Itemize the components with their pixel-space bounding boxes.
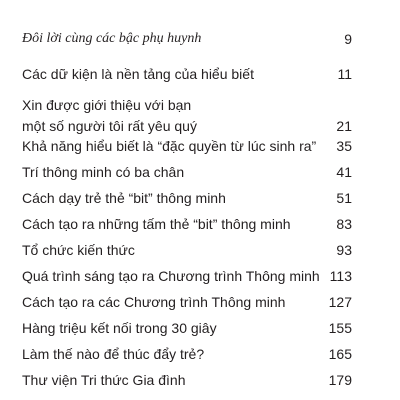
toc-entry-title: Hàng triệu kết nối trong 30 giây bbox=[22, 320, 217, 336]
toc-entry-page: 11 bbox=[337, 66, 352, 82]
toc-entry-page: 41 bbox=[336, 164, 352, 180]
toc-entry-title: Khả năng hiểu biết là “đặc quyền từ lúc sinh ra” bbox=[22, 138, 317, 154]
toc-entry-page: 127 bbox=[328, 294, 352, 310]
toc-entry-title: Thư viện Tri thức Gia đình bbox=[22, 372, 186, 388]
toc-entry-title-line: Xin được giới thiệu với bạn bbox=[22, 97, 192, 113]
toc-entry-page: 165 bbox=[328, 346, 352, 362]
toc-entry-page: 93 bbox=[336, 242, 352, 258]
toc-entry-page: 155 bbox=[328, 320, 352, 336]
toc-entry-title: Đôi lời cùng các bậc phụ huynh bbox=[22, 31, 202, 46]
toc-entry-title: Tổ chức kiến thức bbox=[22, 242, 135, 258]
toc-entry-page: 21 bbox=[336, 118, 352, 134]
toc-entry-title bbox=[22, 95, 302, 137]
toc-entry-page: 83 bbox=[336, 216, 352, 232]
toc-entry-title: Quá trình sáng tạo ra Chương trình Thông minh bbox=[22, 268, 320, 284]
toc-entry-title: Cách tạo ra các Chương trình Thông minh bbox=[22, 294, 286, 310]
toc-entry-title: Cách dạy trẻ thẻ “bit” thông minh bbox=[22, 190, 226, 206]
toc-entry-title: Trí thông minh có ba chân bbox=[22, 164, 185, 180]
toc-entry-title: Các dữ kiện là nền tảng của hiểu biết bbox=[22, 66, 254, 82]
toc-entry-page: 35 bbox=[336, 138, 352, 154]
toc-entry-title-line: một số người tôi rất yêu quý bbox=[22, 118, 197, 134]
toc-entry-title: Làm thế nào để thúc đẩy trẻ? bbox=[22, 346, 205, 362]
toc-entry-title: Cách tạo ra những tấm thẻ “bit” thông minh bbox=[22, 216, 291, 232]
toc-entry-page: 113 bbox=[329, 268, 352, 284]
toc-entry-page: 179 bbox=[328, 372, 352, 388]
toc-entry-page: 51 bbox=[336, 190, 352, 206]
toc-entry-page: 9 bbox=[344, 31, 352, 47]
